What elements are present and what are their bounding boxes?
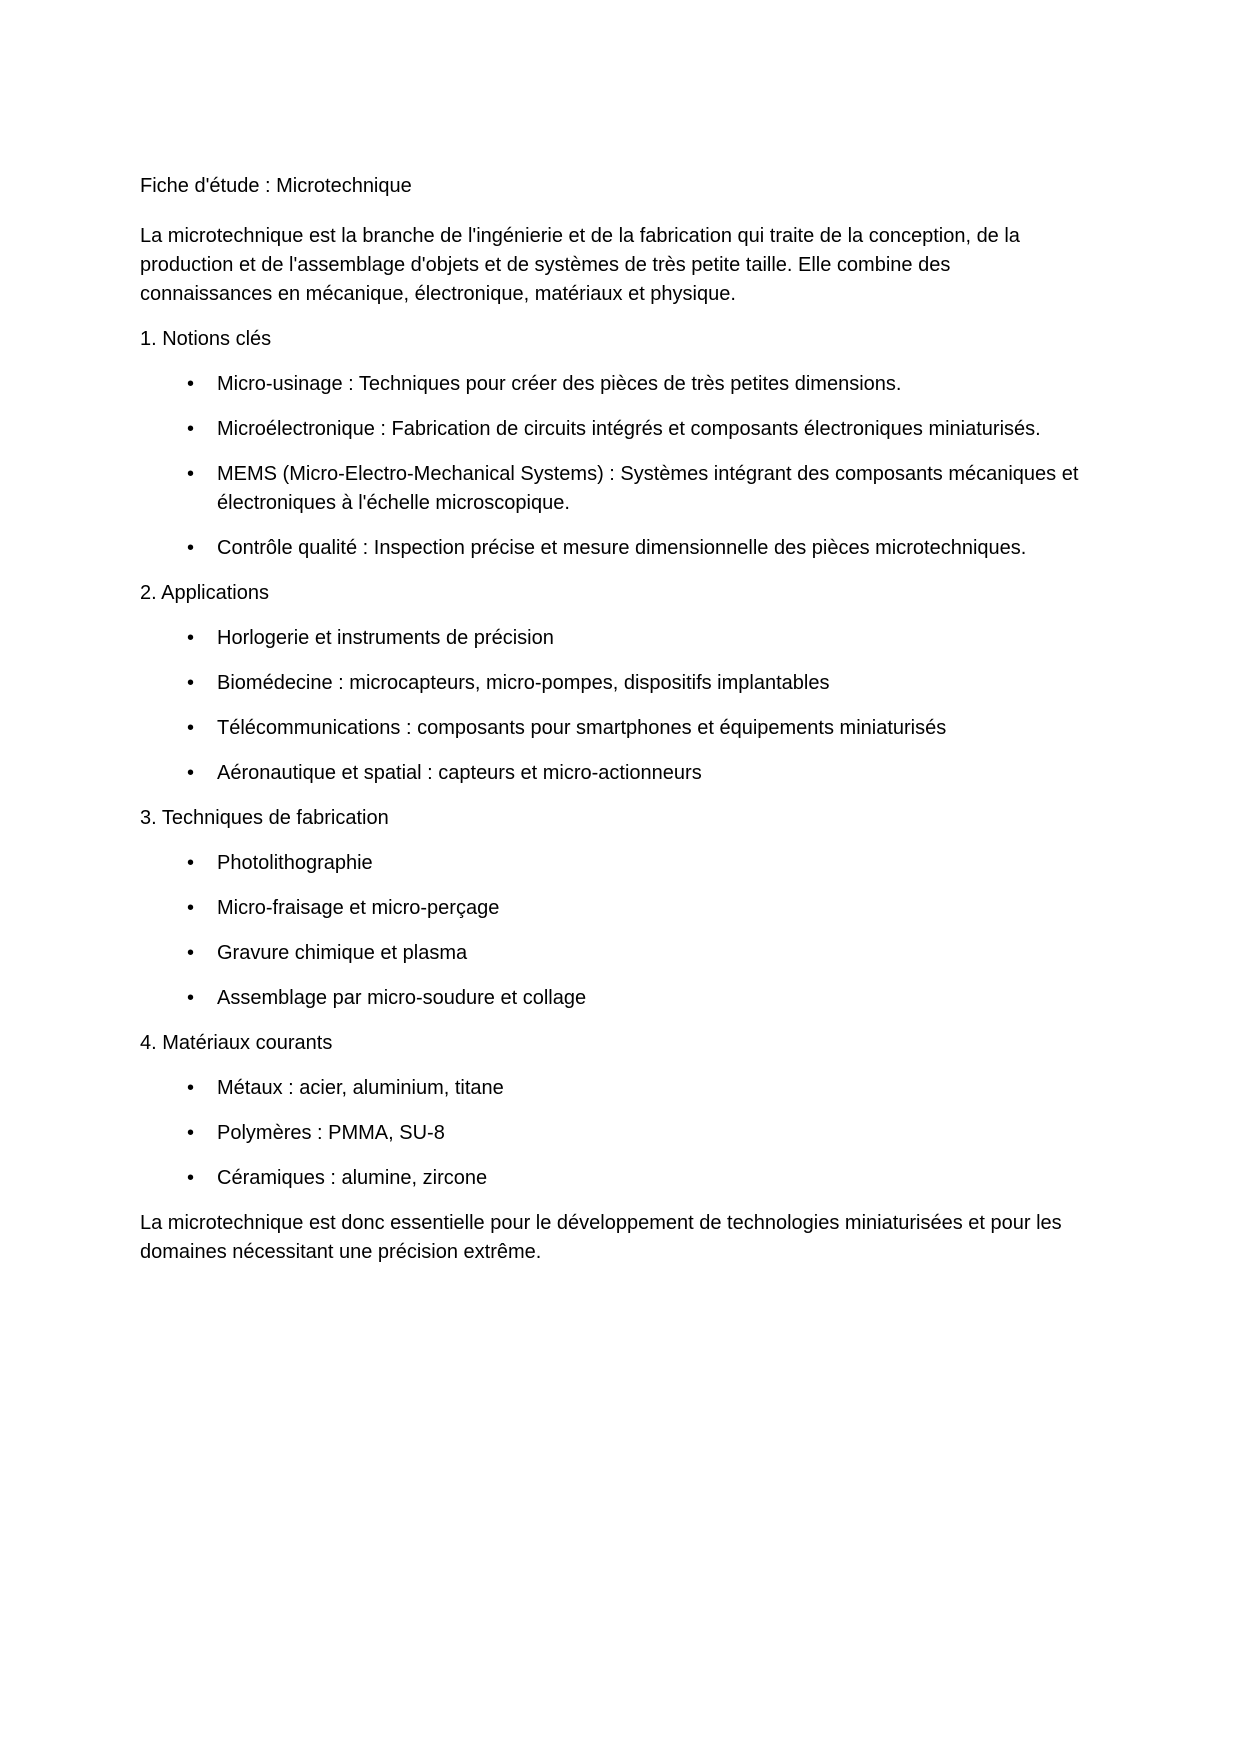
conclusion-paragraph: La microtechnique est donc essentielle pour le développement de technologies miniaturisées et pour les domaines nécessitant une précision extrême. <box>140 1212 1062 1263</box>
section-heading-notions-cles: 1. Notions clés <box>140 328 272 350</box>
bullet-icon: • <box>187 463 195 485</box>
list-techniques-fabrication <box>140 849 1080 1013</box>
list-item <box>140 415 1080 444</box>
list-item <box>140 624 1080 653</box>
bullet-icon: • <box>187 717 195 739</box>
bullet-icon: • <box>187 373 195 395</box>
bullet-icon: • <box>187 762 195 784</box>
bullet-icon: • <box>187 897 195 919</box>
bullet-icon: • <box>187 627 195 649</box>
section-heading-applications: 2. Applications <box>140 582 269 604</box>
document-title: Fiche d'étude : Microtechnique <box>140 175 412 197</box>
list-item-text: Biomédecine : microcapteurs, micro-pompes, dispositifs implantables <box>217 672 830 694</box>
bullet-icon: • <box>187 1167 195 1189</box>
list-item-text: Micro-usinage : Techniques pour créer des pièces de très petites dimensions. <box>217 373 902 395</box>
section-heading-materiaux-courants: 4. Matériaux courants <box>140 1032 333 1054</box>
list-item-text: Télécommunications : composants pour smartphones et équipements miniaturisés <box>217 717 947 739</box>
list-item <box>140 534 1080 563</box>
list-item <box>140 1119 1080 1148</box>
bullet-icon: • <box>187 942 195 964</box>
bullet-icon: • <box>187 852 195 874</box>
list-item <box>140 849 1080 878</box>
list-item-text: Métaux : acier, aluminium, titane <box>217 1077 504 1099</box>
list-item-text: Polymères : PMMA, SU-8 <box>217 1122 445 1144</box>
list-item-text: Aéronautique et spatial : capteurs et micro-actionneurs <box>217 762 702 784</box>
list-item <box>140 984 1080 1013</box>
list-item-text: Micro-fraisage et micro-perçage <box>217 897 500 919</box>
list-item-text: Gravure chimique et plasma <box>217 942 468 964</box>
section-heading-techniques-fabrication: 3. Techniques de fabrication <box>140 807 389 829</box>
bullet-icon: • <box>187 537 195 559</box>
list-item-text: Horlogerie et instruments de précision <box>217 627 554 649</box>
list-item <box>140 1074 1080 1103</box>
list-item <box>140 669 1080 698</box>
bullet-icon: • <box>187 987 195 1009</box>
list-item-text: Contrôle qualité : Inspection précise et mesure dimensionnelle des pièces microtechniques. <box>217 537 1027 559</box>
list-item-text: Microélectronique : Fabrication de circuits intégrés et composants électroniques miniaturisés. <box>217 418 1041 440</box>
list-notions-cles <box>140 370 1080 563</box>
list-applications <box>140 624 1080 788</box>
bullet-icon: • <box>187 1077 195 1099</box>
bullet-icon: • <box>187 672 195 694</box>
list-item <box>140 370 1080 399</box>
list-item-text: Assemblage par micro-soudure et collage <box>217 987 587 1009</box>
intro-paragraph: La microtechnique est la branche de l'ingénierie et de la fabrication qui traite de la conception, de la production et de l'assemblage d'objets et de systèmes de très petite taille. Elle combine des connaissances en mécanique, électronique, matériaux et physique. <box>140 225 1020 305</box>
list-item <box>140 460 1080 518</box>
list-item-text: Céramiques : alumine, zircone <box>217 1167 488 1189</box>
list-item <box>140 1164 1080 1193</box>
list-materiaux-courants <box>140 1074 1080 1193</box>
document-content <box>140 172 1080 1283</box>
list-item <box>140 714 1080 743</box>
bullet-icon: • <box>187 418 195 440</box>
list-item-text: MEMS (Micro-Electro-Mechanical Systems) : Systèmes intégrant des composants mécaniques et électroniques à l'échelle microscopique. <box>217 463 1079 514</box>
list-item <box>140 759 1080 788</box>
list-item <box>140 894 1080 923</box>
list-item-text: Photolithographie <box>217 852 373 874</box>
list-item <box>140 939 1080 968</box>
bullet-icon: • <box>187 1122 195 1144</box>
